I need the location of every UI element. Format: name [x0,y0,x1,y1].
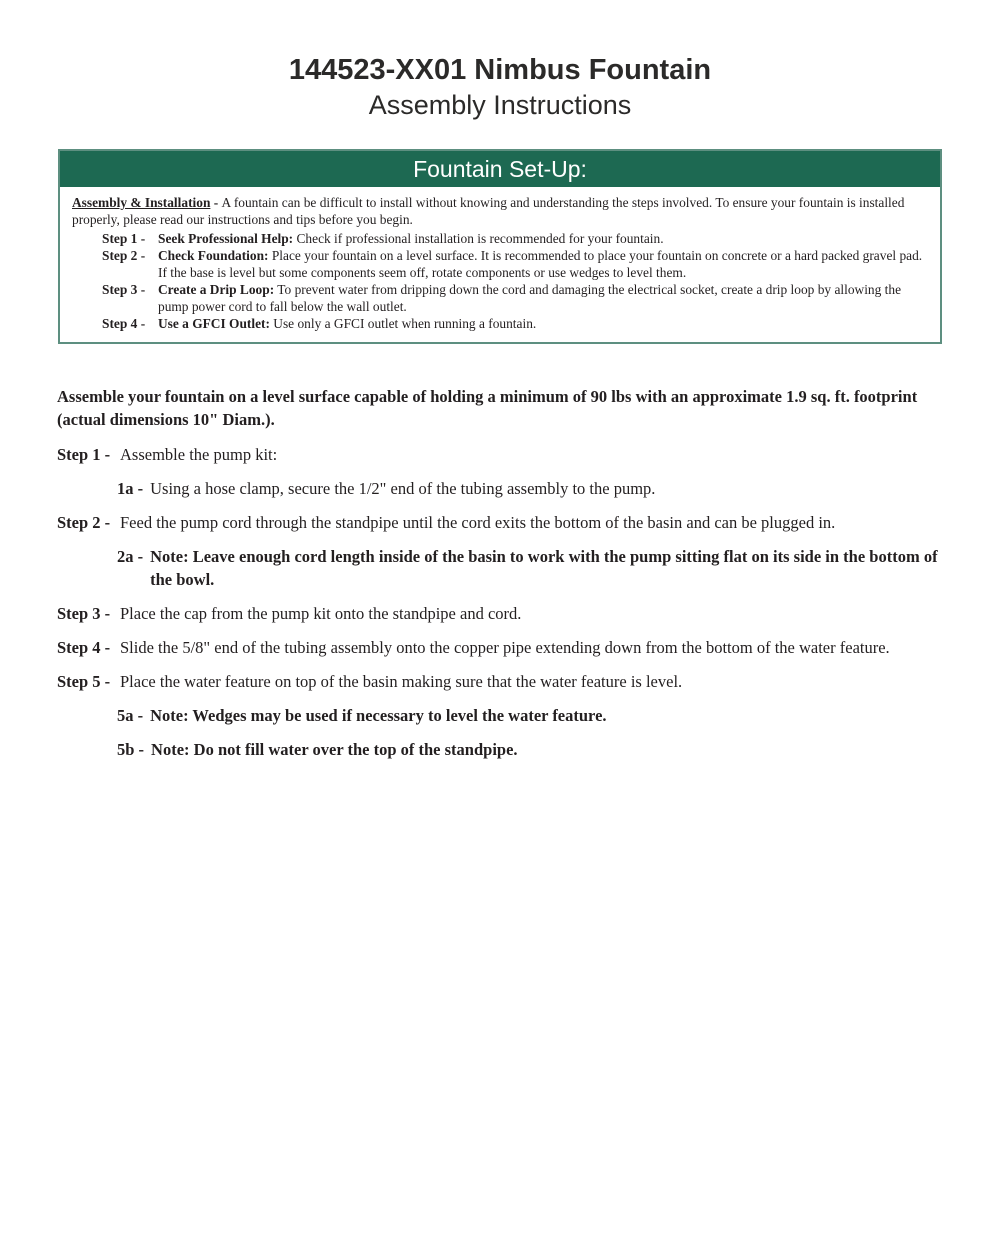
instruction-step-label: 5b - [117,740,145,759]
instruction-step-text: Note: Wedges may be used if necessary to level the water feature. [150,706,607,725]
setup-step-label: Step 2 - [102,248,146,263]
setup-steps [72,230,928,332]
instruction-step-row [57,670,943,693]
instruction-step-label: Step 3 - [57,604,111,623]
instruction-step-row [117,477,943,500]
assembly-steps [57,443,943,761]
instruction-step-text: Place the cap from the pump kit onto the standpipe and cord. [120,604,522,623]
setup-step-label: Step 3 - [102,282,146,297]
setup-step-lead: Use a GFCI Outlet: [158,316,270,331]
page-subtitle: Assembly Instructions [368,90,632,120]
instruction-step-text: Slide the 5/8" end of the tubing assembly onto the copper pipe extending down from the bottom of the water feature. [120,638,890,657]
setup-step-text: Use only a GFCI outlet when running a fountain. [269,316,537,331]
instruction-step-row [117,545,943,591]
title-block [0,0,1000,123]
setup-step-body [158,230,928,247]
instruction-step-row [57,443,943,466]
instruction-step-label: Step 1 - [57,445,111,464]
setup-intro-paragraph [72,194,928,228]
assembly-intro-paragraph: Assemble your fountain on a level surface capable of holding a minimum of 90 lbs with an approximate 1.9 sq. ft. footprint (actual dimensions 10" Diam.). [57,387,918,429]
instruction-step-text: Place the water feature on top of the basin making sure that the water feature is level. [120,672,683,691]
instruction-step-text: Feed the pump cord through the standpipe until the cord exits the bottom of the basin and can be plugged in. [120,513,836,532]
instruction-step-label: 2a - [117,547,144,566]
setup-intro-lead: Assembly & Installation [72,195,211,210]
assembly-section [57,385,943,761]
instruction-step-row [57,636,943,659]
setup-step-body [158,315,928,332]
setup-intro-text: A fountain can be difficult to install without knowing and understanding the steps involved. To ensure your fountain is installed properly, please read our instructions and tips before you begin. [72,195,905,227]
page-title: 144523-XX01 Nimbus Fountain [288,54,712,86]
instruction-step-row [117,704,943,727]
instruction-step-text: Note: Leave enough cord length inside of the basin to work with the pump sitting flat on its side in the bottom of the bowl. [150,547,938,589]
setup-step-body [158,281,928,315]
instruction-step-text: Note: Do not fill water over the top of the standpipe. [151,740,518,759]
setup-step-row [102,247,928,281]
instruction-step-row [57,602,943,625]
setup-step-text: Place your fountain on a level surface. It is recommended to place your fountain on concrete or a hard packed gravel pad. If the base is level but some components seem off, rotate components or use wedges to level them. [158,248,923,280]
setup-step-label: Step 4 - [102,316,146,331]
setup-step-row [102,230,928,247]
setup-step-row [102,281,928,315]
setup-step-label: Step 1 - [102,231,146,246]
setup-step-row [102,315,928,332]
setup-box-header: Fountain Set-Up: [60,151,940,187]
setup-step-text: Check if professional installation is recommended for your fountain. [293,231,664,246]
instruction-step-label: Step 2 - [57,513,111,532]
instruction-step-label: 5a - [117,706,144,725]
fountain-setup-box [58,149,942,344]
instruction-step-text: Assemble the pump kit: [120,445,278,464]
instruction-step-label: Step 5 - [57,672,111,691]
setup-step-lead: Check Foundation: [158,248,269,263]
setup-step-lead: Create a Drip Loop: [158,282,275,297]
setup-step-text: To prevent water from dripping down the cord and damaging the electrical socket, create a drip loop by allowing the pump power cord to fall below the wall outlet. [158,282,902,314]
setup-step-body [158,247,928,281]
instruction-step-row [57,511,943,534]
instruction-step-label: 1a - [117,479,144,498]
instruction-step-label: Step 4 - [57,638,111,657]
instruction-step-text: Using a hose clamp, secure the 1/2" end of the tubing assembly to the pump. [150,479,656,498]
instruction-step-row [117,738,943,761]
setup-box-body [60,187,940,342]
setup-step-lead: Seek Professional Help: [158,231,294,246]
setup-intro-separator: - [210,195,222,210]
